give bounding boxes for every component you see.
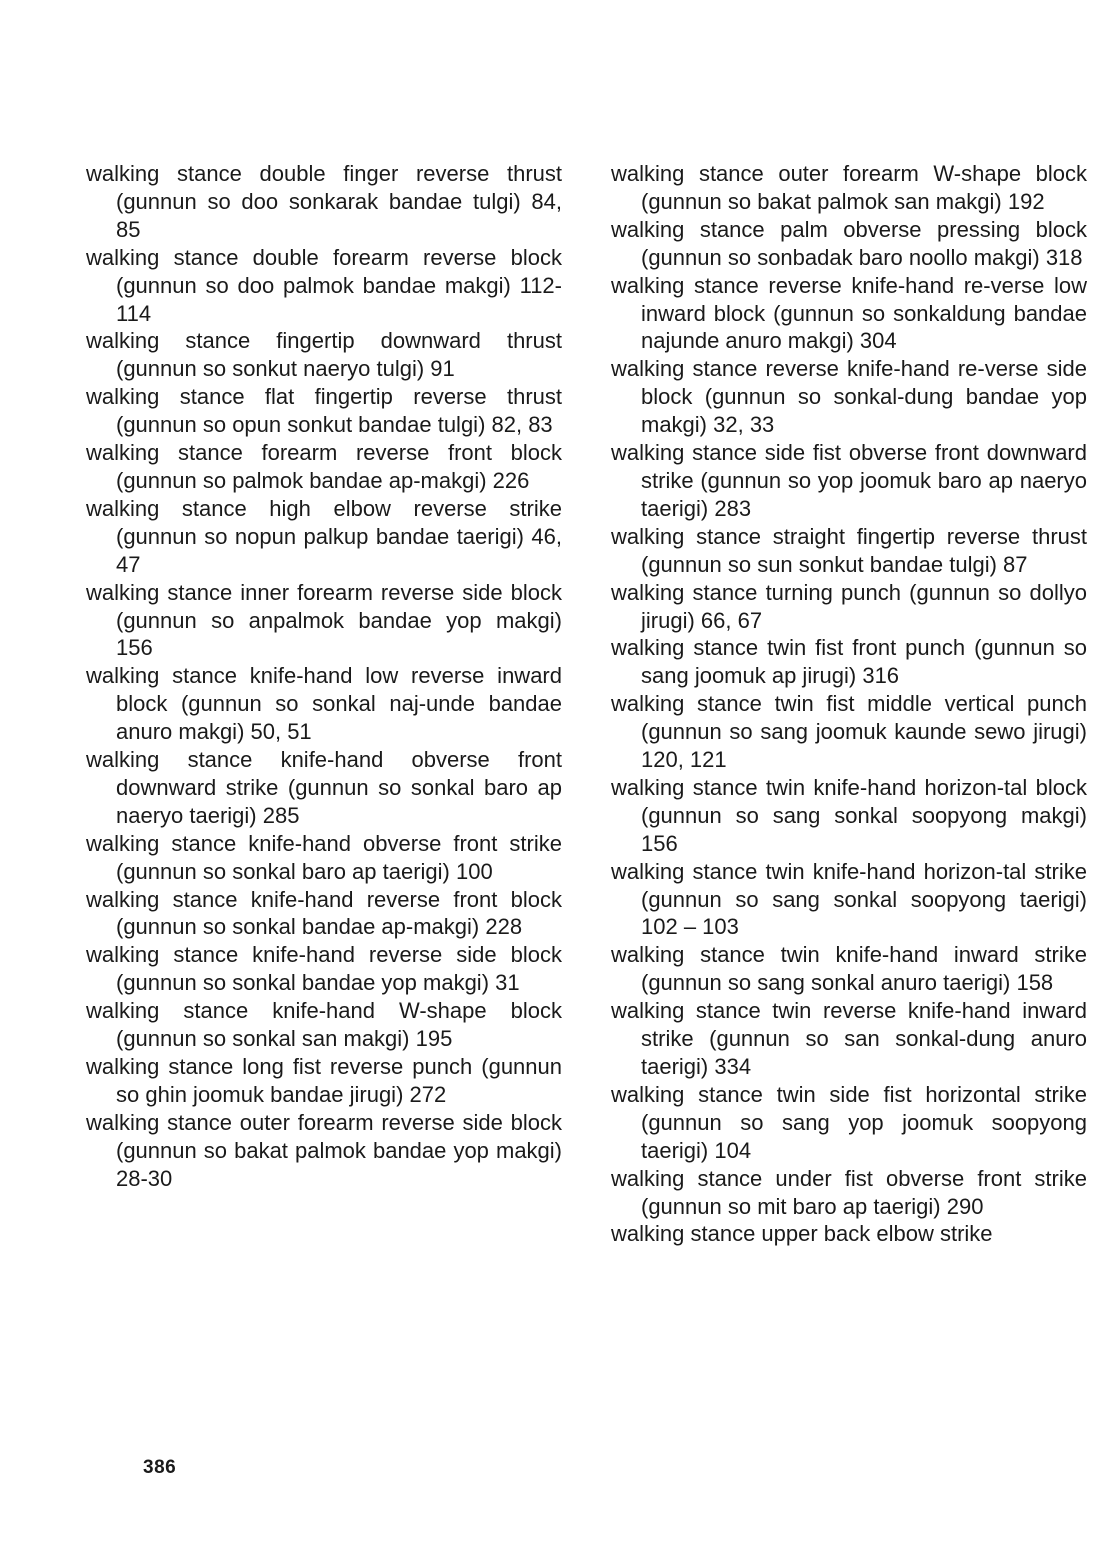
index-entry: walking stance reverse knife-hand re-verse low inward block (gunnun so sonkaldung bandae najunde anuro makgi) 304 — [611, 272, 1087, 354]
index-entry: walking stance turning punch (gunnun so dollyo jirugi) 66, 67 — [611, 579, 1087, 633]
index-entry: walking stance knife-hand W-shape block (gunnun so sonkal san makgi) 195 — [86, 998, 562, 1052]
index-entry: walking stance twin fist middle vertical punch (gunnun so sang joomuk kaunde sewo jirugi) 120, 121 — [611, 691, 1087, 773]
index-entry: walking stance twin reverse knife-hand inward strike (gunnun so san sonkal-dung anuro taerigi) 334 — [611, 998, 1087, 1079]
index-entry: walking stance twin knife-hand horizon-tal strike (gunnun so sang sonkal soopyong taerigi) 102 – 103 — [611, 858, 1087, 940]
index-entry: walking stance straight fingertip reverse thrust (gunnun so sun sonkut bandae tulgi) 87 — [611, 523, 1087, 577]
index-entry: walking stance double forearm reverse block (gunnun so doo palmok bandae makgi) 112-114 — [86, 244, 562, 326]
index-entry: walking stance side fist obverse front downward strike (gunnun so yop joomuk baro ap naeryo taerigi) 283 — [611, 440, 1087, 521]
index-entry: walking stance knife-hand reverse front block (gunnun so sonkal bandae ap-makgi) 228 — [86, 886, 562, 940]
index-entry: walking stance knife-hand low reverse inward block (gunnun so sonkal naj-unde bandae anuro makgi) 50, 51 — [86, 663, 562, 745]
page-number: 386 — [143, 1457, 177, 1478]
index-entry: walking stance knife-hand obverse front strike (gunnun so sonkal baro ap taerigi) 100 — [86, 830, 562, 884]
index-entry: walking stance flat fingertip reverse thrust (gunnun so opun sonkut bandae tulgi) 82, 83 — [86, 384, 562, 438]
index-entry: walking stance upper back elbow strike — [611, 1221, 993, 1247]
index-column-left — [86, 160, 562, 1193]
index-entry: walking stance inner forearm reverse side block (gunnun so anpalmok bandae yop makgi) 156 — [86, 579, 562, 661]
index-column-right — [611, 160, 1087, 1248]
index-entry: walking stance twin knife-hand horizon-tal block (gunnun so sang sonkal soopyong makgi) 156 — [611, 774, 1087, 856]
index-entry: walking stance knife-hand reverse side block (gunnun so sonkal bandae yop makgi) 31 — [86, 942, 562, 996]
index-entry: walking stance twin side fist horizontal strike (gunnun so sang yop joomuk soopyong taerigi) 104 — [611, 1081, 1087, 1163]
index-entry: walking stance fingertip downward thrust (gunnun so sonkut naeryo tulgi) 91 — [86, 328, 562, 382]
index-entry: walking stance high elbow reverse strike (gunnun so nopun palkup bandae taerigi) 46, 47 — [86, 495, 562, 577]
index-entry: walking stance outer forearm W-shape block (gunnun so bakat palmok san makgi) 192 — [611, 161, 1087, 214]
index-entry: walking stance under fist obverse front strike (gunnun so mit baro ap taerigi) 290 — [611, 1165, 1087, 1219]
index-entry: walking stance reverse knife-hand re-verse side block (gunnun so sonkal-dung bandae yop makgi) 32, 33 — [611, 356, 1087, 438]
index-entry: walking stance double finger reverse thrust (gunnun so doo sonkarak bandae tulgi) 84, 85 — [86, 161, 562, 242]
index-entry: walking stance twin fist front punch (gunnun so sang joomuk ap jirugi) 316 — [611, 635, 1087, 689]
index-entry: walking stance twin knife-hand inward strike (gunnun so sang sonkal anuro taerigi) 158 — [611, 942, 1087, 996]
index-entry: walking stance long fist reverse punch (gunnun so ghin joomuk bandae jirugi) 272 — [86, 1054, 562, 1107]
index-entry: walking stance palm obverse pressing block (gunnun so sonbadak baro noollo makgi) 318 — [611, 216, 1087, 270]
index-entry: walking stance knife-hand obverse front downward strike (gunnun so sonkal baro ap naeryo taerigi) 285 — [86, 747, 562, 828]
index-entry: walking stance forearm reverse front block (gunnun so palmok bandae ap-makgi) 226 — [86, 440, 562, 493]
index-entry: walking stance outer forearm reverse side block (gunnun so bakat palmok bandae yop makgi) 28-30 — [86, 1109, 562, 1191]
